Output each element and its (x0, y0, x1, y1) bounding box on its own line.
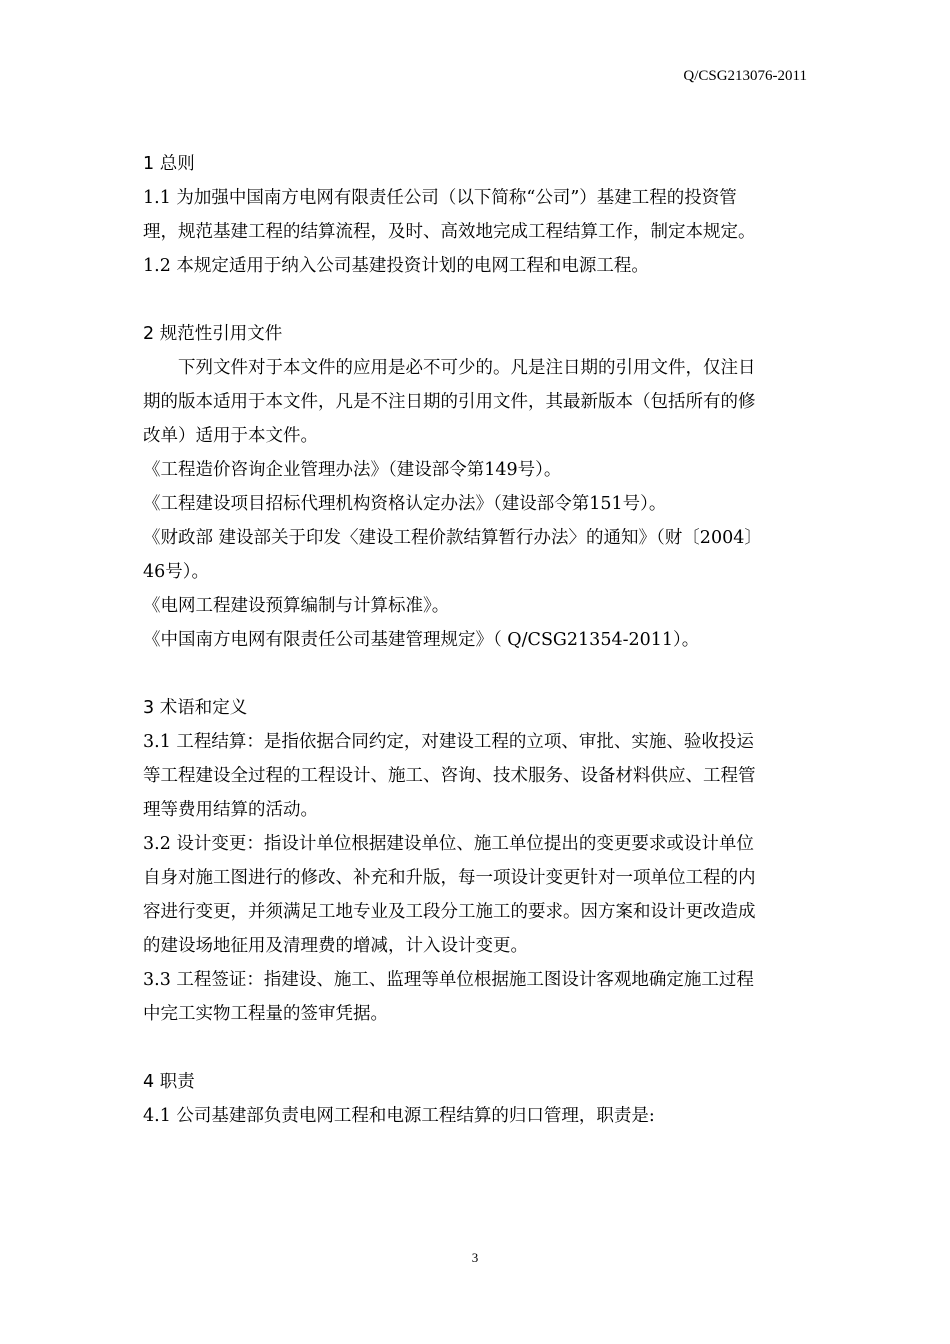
paragraph-line: 3.2 设计变更：指设计单位根据建设单位、施工单位提出的变更要求或设计单位 (143, 834, 754, 854)
paragraph-line: 理等费用结算的活动。 (143, 800, 318, 820)
reference-item: 《工程造价咨询企业管理办法》（建设部令第149号）。 (143, 460, 562, 480)
section-spacer (143, 657, 807, 691)
page-number: 3 (471, 1250, 479, 1265)
section-spacer (143, 1031, 807, 1065)
reference-item: 46号）。 (143, 562, 210, 582)
section-spacer (143, 283, 807, 317)
paragraph-line: 自身对施工图进行的修改、补充和升版，每一项设计变更针对一项单位工程的内 (143, 868, 756, 888)
paragraph-line: 3.1 工程结算：是指依据合同约定，对建设工程的立项、审批、实施、验收投运 (143, 732, 754, 752)
paragraph-line: 1.2 本规定适用于纳入公司基建投资计划的电网工程和电源工程。 (143, 256, 649, 276)
section-heading-4: 4 职责 (143, 1072, 195, 1092)
reference-item: 《中国南方电网有限责任公司基建管理规定》（ Q/CSG21354-2011）。 (143, 630, 700, 650)
reference-item: 《工程建设项目招标代理机构资格认定办法》（建设部令第151号）。 (143, 494, 667, 514)
paragraph-line: 4.1 公司基建部负责电网工程和电源工程结算的归口管理，职责是: (143, 1106, 655, 1126)
paragraph-line: 期的版本适用于本文件，凡是不注日期的引用文件，其最新版本（包括所有的修 (143, 392, 756, 412)
paragraph-line: 3.3 工程签证：指建设、施工、监理等单位根据施工图设计客观地确定施工过程 (143, 970, 754, 990)
paragraph-line: 容进行变更，并须满足工地专业及工段分工施工的要求。因方案和设计更改造成 (143, 902, 756, 922)
paragraph-line: 1.1 为加强中国南方电网有限责任公司（以下简称“公司”）基建工程的投资管 (143, 188, 737, 208)
paragraph-line: 等工程建设全过程的工程设计、施工、咨询、技术服务、设备材料供应、工程管 (143, 766, 756, 786)
section-heading-1: 1 总则 (143, 154, 195, 174)
paragraph-line: 下列文件对于本文件的应用是必不可少的。凡是注日期的引用文件，仅注日 (178, 358, 756, 378)
paragraph-line: 改单）适用于本文件。 (143, 426, 318, 446)
section-heading-3: 3 术语和定义 (143, 698, 248, 718)
section-heading-2: 2 规范性引用文件 (143, 324, 283, 344)
paragraph-line: 理，规范基建工程的结算流程，及时、高效地完成工程结算工作，制定本规定。 (143, 222, 756, 242)
reference-item: 《财政部 建设部关于印发〈建设工程价款结算暂行办法〉的通知》（财〔2004〕 (143, 528, 762, 548)
paragraph-line: 中完工实物工程量的签审凭据。 (143, 1004, 388, 1024)
document-body (143, 147, 807, 1133)
document-code: Q/CSG213076-2011 (683, 68, 807, 84)
reference-item: 《电网工程建设预算编制与计算标准》。 (143, 596, 450, 616)
paragraph-line: 的建设场地征用及清理费的增减，计入设计变更。 (143, 936, 528, 956)
